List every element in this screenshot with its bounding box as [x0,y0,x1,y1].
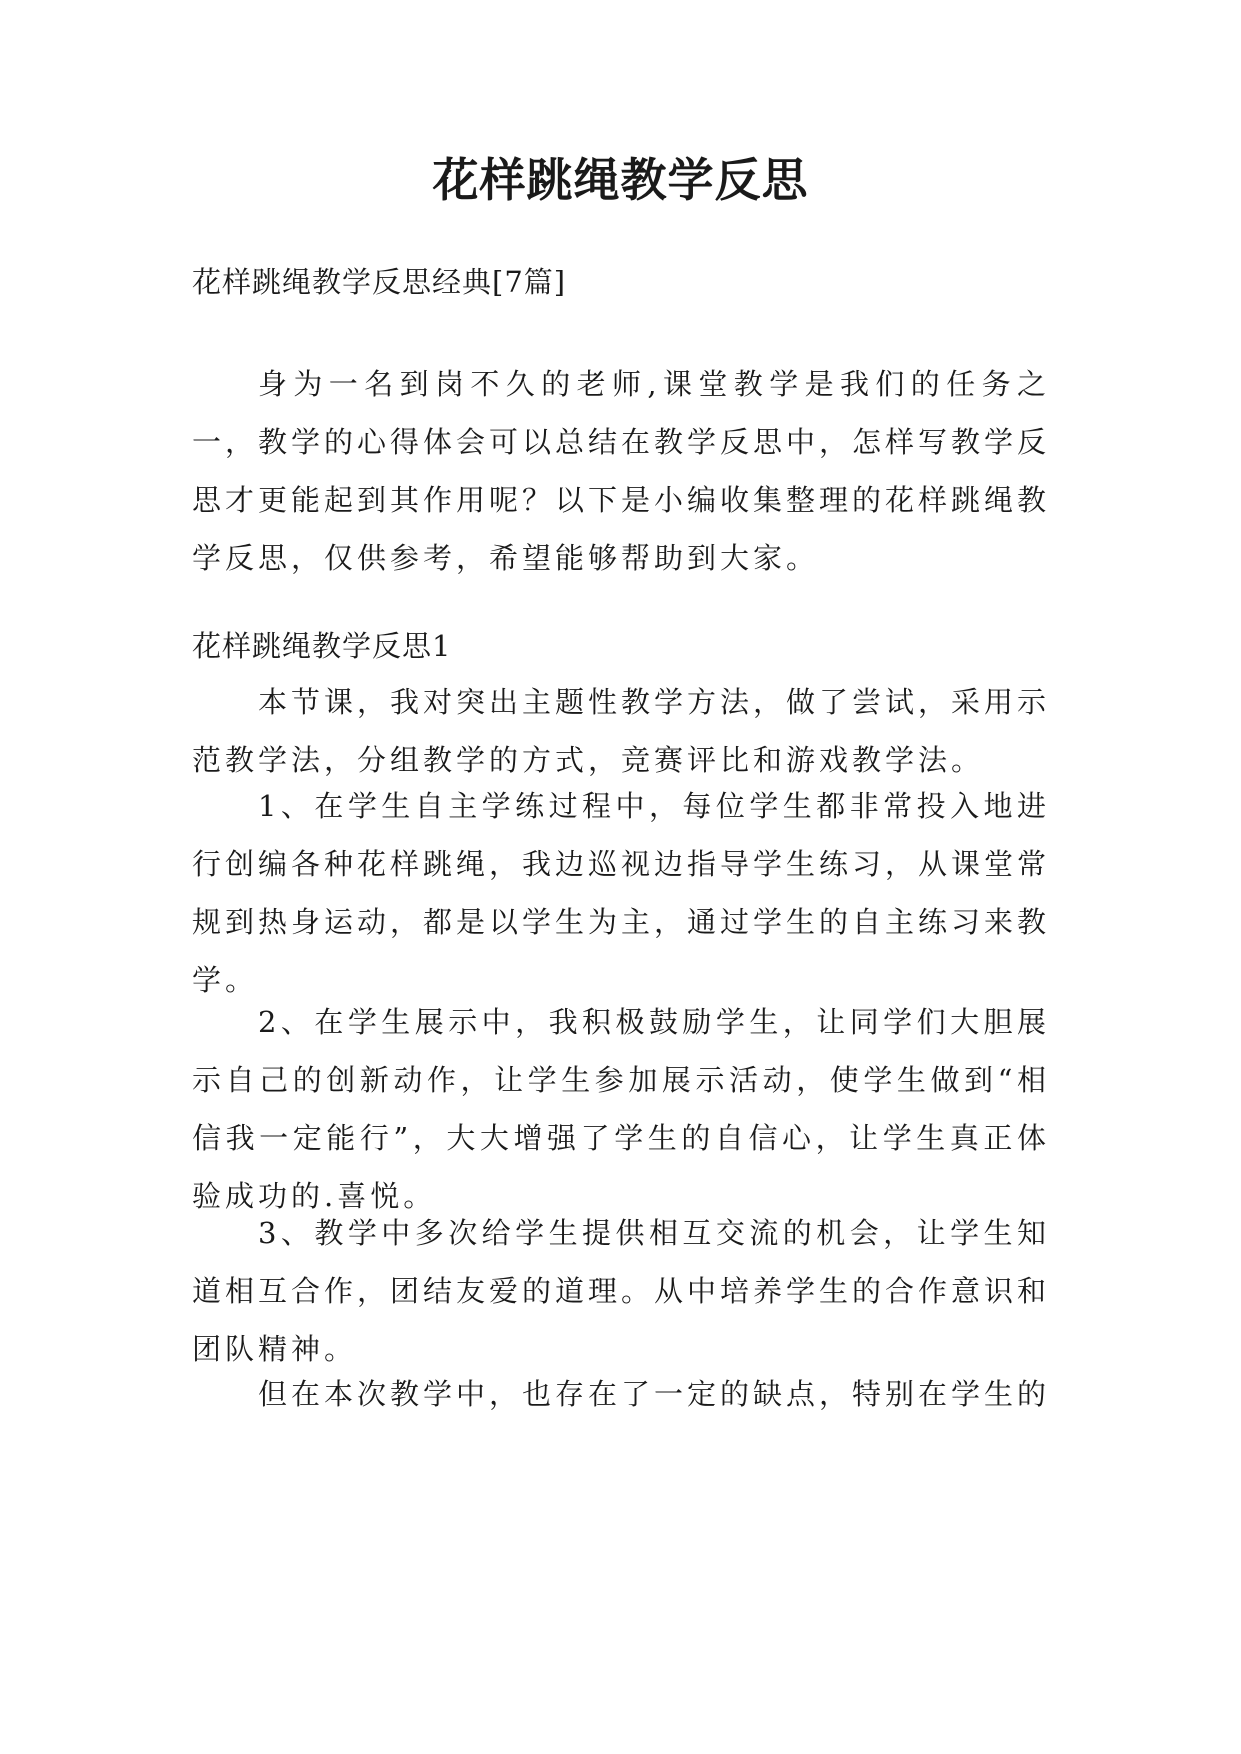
section-heading: 花样跳绳教学反思1 [192,629,452,663]
document-subtitle: 花样跳绳教学反思经典[7篇] [192,265,567,299]
body-paragraph: 2、在学生展示中，我积极鼓励学生，让同学们大胆展示自己的创新动作，让学生参加展示活动，使学生做到“相信我一定能行”，大大增强了学生的自信心，让学生真正体验成功的.喜悦。 [192,1005,1050,1213]
body-paragraph: 但在本次教学中，也存在了一定的缺点，特别在学生的 [258,1377,1051,1411]
body-paragraph: 本节课，我对突出主题性教学方法，做了尝试，采用示范教学法，分组教学的方式，竞赛评比和游戏教学法。 [192,685,1051,777]
body-paragraph: 1、在学生自主学练过程中，每位学生都非常投入地进行创编各种花样跳绳，我边巡视边指导学生练习，从课堂常规到热身运动，都是以学生为主，通过学生的自主练习来教学。 [192,789,1051,997]
page-title: 花样跳绳教学反思 [432,153,809,207]
body-paragraph: 3、教学中多次给学生提供相互交流的机会，让学生知道相互合作，团结友爱的道理。从中培养学生的合作意识和团队精神。 [192,1216,1051,1366]
intro-paragraph: 身为一名到岗不久的老师,课堂教学是我们的任务之一，教学的心得体会可以总结在教学反思中，怎样写教学反思才更能起到其作用呢？以下是小编收集整理的花样跳绳教学反思，仅供参考，希望能够帮助到大家。 [192,367,1051,575]
